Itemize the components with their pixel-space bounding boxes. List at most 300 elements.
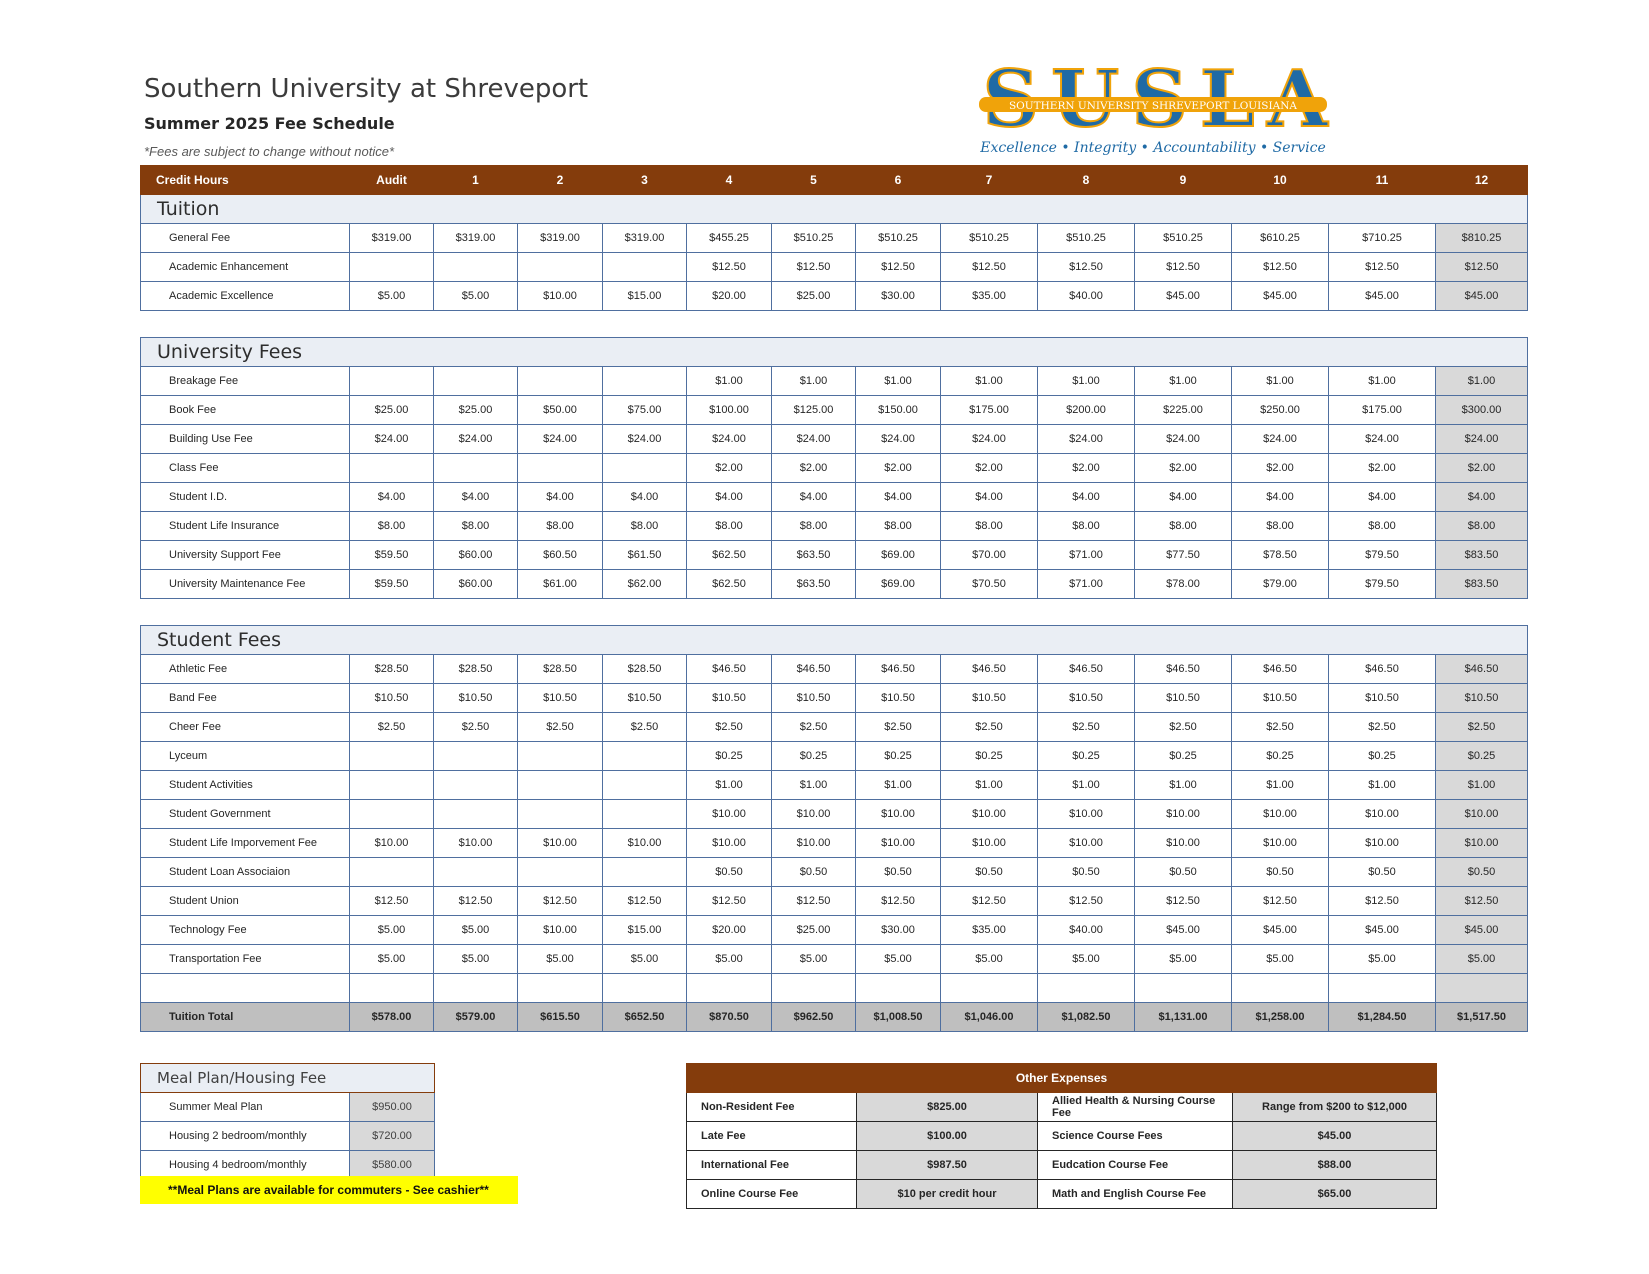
- tuition-total-value: $615.50: [518, 1003, 603, 1032]
- tuition-total-value: $1,008.50: [856, 1003, 941, 1032]
- other-label: Non-Resident Fee: [687, 1093, 857, 1122]
- fee-value: $24.00: [1135, 425, 1232, 454]
- fee-value: $77.50: [1135, 541, 1232, 570]
- fee-value: $46.50: [856, 655, 941, 684]
- fee-value: $0.25: [856, 742, 941, 771]
- fee-value: $10.00: [856, 800, 941, 829]
- fee-value: $12.50: [856, 887, 941, 916]
- fee-value: [350, 858, 434, 887]
- other-value: $88.00: [1233, 1151, 1437, 1180]
- fee-value: [1329, 974, 1436, 1003]
- fee-value: $150.00: [856, 396, 941, 425]
- fee-value: $0.50: [856, 858, 941, 887]
- fee-value: $1.00: [1329, 367, 1436, 396]
- fee-value: $0.25: [772, 742, 856, 771]
- column-header: 6: [856, 166, 941, 195]
- other-label: Eudcation Course Fee: [1038, 1151, 1233, 1180]
- fee-value: $5.00: [603, 945, 687, 974]
- fee-value: $12.50: [941, 253, 1038, 282]
- fee-value: [518, 253, 603, 282]
- fee-value: $1.00: [687, 367, 772, 396]
- fee-value: $24.00: [1038, 425, 1135, 454]
- fee-value: $2.00: [1038, 454, 1135, 483]
- fee-value: $10.00: [1329, 800, 1436, 829]
- fee-value: $30.00: [856, 282, 941, 311]
- fee-row: [141, 742, 1528, 771]
- fee-row: [141, 541, 1528, 570]
- fee-value: $10.50: [1232, 684, 1329, 713]
- fee-value: $60.50: [518, 541, 603, 570]
- fee-value: $2.50: [350, 713, 434, 742]
- fee-value: $10.00: [603, 829, 687, 858]
- fee-value: $1.00: [772, 367, 856, 396]
- column-header: 4: [687, 166, 772, 195]
- other-value: Range from $200 to $12,000: [1233, 1093, 1437, 1122]
- fee-value: $62.50: [687, 541, 772, 570]
- fee-value: [434, 454, 518, 483]
- fee-value: [350, 771, 434, 800]
- fee-value: $0.50: [1135, 858, 1232, 887]
- fee-value: $1.00: [687, 771, 772, 800]
- tuition-total-value: $1,046.00: [941, 1003, 1038, 1032]
- fee-value: $12.50: [687, 887, 772, 916]
- fee-label: Breakage Fee: [141, 367, 350, 396]
- fee-value: [603, 742, 687, 771]
- fee-value: $8.00: [350, 512, 434, 541]
- fee-value: $2.50: [856, 713, 941, 742]
- other-row: [687, 1122, 1437, 1151]
- fee-value: $12.50: [1232, 253, 1329, 282]
- meal-row: [141, 1093, 435, 1122]
- fee-row: [141, 974, 1528, 1003]
- fee-value: $300.00: [1436, 396, 1528, 425]
- fee-value: $70.50: [941, 570, 1038, 599]
- fee-value: $46.50: [772, 655, 856, 684]
- fee-row: [141, 512, 1528, 541]
- fee-value: $24.00: [941, 425, 1038, 454]
- fee-value: [350, 742, 434, 771]
- fee-value: $10.50: [1329, 684, 1436, 713]
- fee-value: $10.00: [1038, 829, 1135, 858]
- fee-label: Student Activities: [141, 771, 350, 800]
- credit-hours-label: Credit Hours: [141, 166, 350, 195]
- fee-value: $12.50: [1135, 253, 1232, 282]
- fee-value: $2.50: [603, 713, 687, 742]
- fee-value: $69.00: [856, 570, 941, 599]
- fee-value: $10.50: [1135, 684, 1232, 713]
- fee-value: $35.00: [941, 282, 1038, 311]
- other-value: $65.00: [1233, 1180, 1437, 1209]
- column-header: 9: [1135, 166, 1232, 195]
- fee-value: $24.00: [518, 425, 603, 454]
- fee-value: $10.00: [941, 829, 1038, 858]
- fee-value: $2.50: [1329, 713, 1436, 742]
- fee-row: [141, 858, 1528, 887]
- other-row: [687, 1093, 1437, 1122]
- other-label: International Fee: [687, 1151, 857, 1180]
- fee-value: $510.25: [772, 224, 856, 253]
- fee-value: $46.50: [687, 655, 772, 684]
- fee-value: $455.25: [687, 224, 772, 253]
- fee-value: $1.00: [1232, 367, 1329, 396]
- fee-value: $5.00: [1436, 945, 1528, 974]
- fee-value: $2.50: [1135, 713, 1232, 742]
- fee-value: $10.00: [434, 829, 518, 858]
- fee-value: $10.50: [518, 684, 603, 713]
- fee-value: $25.00: [434, 396, 518, 425]
- fee-value: $25.00: [772, 916, 856, 945]
- fee-value: $1.00: [1436, 771, 1528, 800]
- fee-value: $0.25: [1232, 742, 1329, 771]
- fee-value: $4.00: [941, 483, 1038, 512]
- fee-value: $1.00: [856, 367, 941, 396]
- fee-value: $1.00: [941, 771, 1038, 800]
- fee-value: $10.50: [603, 684, 687, 713]
- tuition-total-value: $1,258.00: [1232, 1003, 1329, 1032]
- fee-value: $12.50: [1038, 887, 1135, 916]
- fee-value: $4.00: [434, 483, 518, 512]
- fee-value: $63.50: [772, 541, 856, 570]
- fee-value: $10.00: [1436, 800, 1528, 829]
- fee-value: $78.00: [1135, 570, 1232, 599]
- fee-value: $12.50: [687, 253, 772, 282]
- fee-value: $4.00: [1329, 483, 1436, 512]
- fee-value: $10.00: [772, 829, 856, 858]
- fee-value: $12.50: [518, 887, 603, 916]
- fee-label: University Maintenance Fee: [141, 570, 350, 599]
- fee-value: $5.00: [434, 945, 518, 974]
- fee-label: Transportation Fee: [141, 945, 350, 974]
- fee-value: [1232, 974, 1329, 1003]
- fee-label: General Fee: [141, 224, 350, 253]
- fee-label: Cheer Fee: [141, 713, 350, 742]
- fee-value: $35.00: [941, 916, 1038, 945]
- fee-value: $8.00: [1232, 512, 1329, 541]
- fee-value: $24.00: [1232, 425, 1329, 454]
- fee-value: $10.00: [1038, 800, 1135, 829]
- fee-value: $5.00: [856, 945, 941, 974]
- fee-value: $24.00: [434, 425, 518, 454]
- fee-value: $0.25: [1329, 742, 1436, 771]
- fee-value: $10.50: [350, 684, 434, 713]
- fee-value: $4.00: [603, 483, 687, 512]
- meal-row-value: $580.00: [350, 1151, 435, 1180]
- fee-value: $4.00: [1232, 483, 1329, 512]
- tuition-total-value: $870.50: [687, 1003, 772, 1032]
- other-label: Math and English Course Fee: [1038, 1180, 1233, 1209]
- fee-value: [772, 974, 856, 1003]
- fee-value: $40.00: [1038, 916, 1135, 945]
- fee-value: $75.00: [603, 396, 687, 425]
- fee-value: $24.00: [772, 425, 856, 454]
- fee-label: Academic Excellence: [141, 282, 350, 311]
- fee-value: [603, 771, 687, 800]
- fee-row: [141, 916, 1528, 945]
- fee-value: [350, 974, 434, 1003]
- fee-value: [518, 454, 603, 483]
- fee-value: $4.00: [1436, 483, 1528, 512]
- fee-value: $200.00: [1038, 396, 1135, 425]
- fee-value: $0.50: [1436, 858, 1528, 887]
- fee-label: Student Life Insurance: [141, 512, 350, 541]
- fee-value: $2.00: [1436, 454, 1528, 483]
- fee-value: $5.00: [1038, 945, 1135, 974]
- fee-value: $2.00: [1135, 454, 1232, 483]
- fee-value: $10.50: [687, 684, 772, 713]
- fee-value: $12.50: [1038, 253, 1135, 282]
- other-label: Late Fee: [687, 1122, 857, 1151]
- fee-label: Student Life Imporvement Fee: [141, 829, 350, 858]
- susla-logo: [975, 60, 1335, 160]
- fee-value: $12.50: [1232, 887, 1329, 916]
- fee-value: $46.50: [1135, 655, 1232, 684]
- fee-value: $10.00: [687, 829, 772, 858]
- fee-value: $24.00: [856, 425, 941, 454]
- other-label: Online Course Fee: [687, 1180, 857, 1209]
- fee-value: $1.00: [1329, 771, 1436, 800]
- fee-value: [941, 974, 1038, 1003]
- column-header: 1: [434, 166, 518, 195]
- fee-value: $62.50: [687, 570, 772, 599]
- section-title: Tuition: [141, 195, 1528, 224]
- fee-value: $319.00: [603, 224, 687, 253]
- fee-value: $5.00: [772, 945, 856, 974]
- meal-row-label: Housing 2 bedroom/monthly: [141, 1122, 350, 1151]
- fee-value: $45.00: [1436, 282, 1528, 311]
- fee-value: [1135, 974, 1232, 1003]
- fee-value: $70.00: [941, 541, 1038, 570]
- fee-value: $0.50: [687, 858, 772, 887]
- fee-value: $8.00: [603, 512, 687, 541]
- fee-value: $8.00: [1135, 512, 1232, 541]
- fee-label: Lyceum: [141, 742, 350, 771]
- fee-value: $12.50: [350, 887, 434, 916]
- fee-value: $12.50: [1436, 887, 1528, 916]
- fee-value: [350, 454, 434, 483]
- fee-value: $28.50: [518, 655, 603, 684]
- meal-row-label: Housing 4 bedroom/monthly: [141, 1151, 350, 1180]
- fee-value: $4.00: [772, 483, 856, 512]
- fee-value: [434, 800, 518, 829]
- fee-value: $45.00: [1232, 282, 1329, 311]
- fee-value: [603, 974, 687, 1003]
- fee-value: [434, 974, 518, 1003]
- fee-value: $83.50: [1436, 570, 1528, 599]
- fee-row: [141, 713, 1528, 742]
- fee-value: $5.00: [350, 282, 434, 311]
- section-header: [141, 626, 1528, 655]
- fee-value: $5.00: [941, 945, 1038, 974]
- fee-value: $8.00: [1329, 512, 1436, 541]
- fee-value: $46.50: [941, 655, 1038, 684]
- fee-value: $10.50: [434, 684, 518, 713]
- meal-row: [141, 1122, 435, 1151]
- fee-value: $0.50: [941, 858, 1038, 887]
- fee-value: $8.00: [1436, 512, 1528, 541]
- fee-value: [434, 771, 518, 800]
- fee-value: $20.00: [687, 282, 772, 311]
- tuition-total-value: $1,131.00: [1135, 1003, 1232, 1032]
- fee-value: $4.00: [518, 483, 603, 512]
- fee-value: $2.50: [518, 713, 603, 742]
- fee-value: $79.50: [1329, 570, 1436, 599]
- fee-value: $24.00: [350, 425, 434, 454]
- column-header: 11: [1329, 166, 1436, 195]
- fee-value: [603, 454, 687, 483]
- fee-value: $510.25: [856, 224, 941, 253]
- fee-value: $25.00: [350, 396, 434, 425]
- column-header: 7: [941, 166, 1038, 195]
- fee-value: $10.00: [1135, 829, 1232, 858]
- fee-value: $8.00: [518, 512, 603, 541]
- fee-value: [603, 253, 687, 282]
- fee-value: $28.50: [603, 655, 687, 684]
- fee-value: $28.50: [350, 655, 434, 684]
- fee-value: $40.00: [1038, 282, 1135, 311]
- fee-value: $61.50: [603, 541, 687, 570]
- tuition-total-value: $962.50: [772, 1003, 856, 1032]
- fee-value: $45.00: [1329, 282, 1436, 311]
- fee-value: $2.50: [772, 713, 856, 742]
- logo-tagline: Excellence • Integrity • Accountability • Service: [980, 140, 1326, 156]
- tuition-total-value: $578.00: [350, 1003, 434, 1032]
- fee-value: $12.50: [603, 887, 687, 916]
- fee-value: $60.00: [434, 570, 518, 599]
- credit-hours-header: [141, 166, 1528, 195]
- section-title: University Fees: [141, 338, 1528, 367]
- meal-row-label: Summer Meal Plan: [141, 1093, 350, 1122]
- fee-value: $1.00: [1135, 367, 1232, 396]
- fee-value: $5.00: [687, 945, 772, 974]
- fee-value: $1.00: [1135, 771, 1232, 800]
- other-expenses-table: [686, 1063, 1437, 1209]
- tuition-total-value: $652.50: [603, 1003, 687, 1032]
- fee-value: $25.00: [772, 282, 856, 311]
- fee-value: [518, 771, 603, 800]
- fee-value: $510.25: [1038, 224, 1135, 253]
- fee-value: $46.50: [1038, 655, 1135, 684]
- column-header: 10: [1232, 166, 1329, 195]
- fee-label: Student Union: [141, 887, 350, 916]
- fee-value: $8.00: [941, 512, 1038, 541]
- fee-value: $175.00: [941, 396, 1038, 425]
- fee-value: $10.00: [518, 916, 603, 945]
- fee-value: $24.00: [1436, 425, 1528, 454]
- fee-value: $10.00: [1329, 829, 1436, 858]
- fee-value: $2.00: [941, 454, 1038, 483]
- fee-label: Class Fee: [141, 454, 350, 483]
- fee-value: $2.00: [1329, 454, 1436, 483]
- fee-value: $10.00: [687, 800, 772, 829]
- fee-value: [603, 858, 687, 887]
- fee-label: Athletic Fee: [141, 655, 350, 684]
- fee-value: $5.00: [518, 945, 603, 974]
- tuition-total-value: $1,284.50: [1329, 1003, 1436, 1032]
- fee-value: $24.00: [1329, 425, 1436, 454]
- section-spacer: [141, 311, 1528, 338]
- meal-housing-title: Meal Plan/Housing Fee: [141, 1064, 435, 1093]
- fee-value: $0.25: [1135, 742, 1232, 771]
- fee-value: [434, 367, 518, 396]
- fee-value: $5.00: [350, 916, 434, 945]
- fee-value: $45.00: [1135, 916, 1232, 945]
- fee-value: $45.00: [1135, 282, 1232, 311]
- fee-value: $2.50: [1232, 713, 1329, 742]
- page-subtitle: Summer 2025 Fee Schedule: [144, 114, 395, 133]
- other-label: Science Course Fees: [1038, 1122, 1233, 1151]
- fee-value: $2.00: [772, 454, 856, 483]
- fee-value: $5.00: [434, 282, 518, 311]
- fee-value: [350, 367, 434, 396]
- fee-value: $0.25: [1436, 742, 1528, 771]
- fee-value: $12.50: [434, 887, 518, 916]
- fee-value: $60.00: [434, 541, 518, 570]
- section-header: [141, 195, 1528, 224]
- fee-value: [603, 367, 687, 396]
- fee-value: $510.25: [941, 224, 1038, 253]
- section-title: Student Fees: [141, 626, 1528, 655]
- column-header: 12: [1436, 166, 1528, 195]
- fee-value: $810.25: [1436, 224, 1528, 253]
- fee-value: $319.00: [434, 224, 518, 253]
- fee-value: $71.00: [1038, 541, 1135, 570]
- fee-value: [518, 974, 603, 1003]
- fee-value: $225.00: [1135, 396, 1232, 425]
- fee-value: $710.25: [1329, 224, 1436, 253]
- fee-value: $61.00: [518, 570, 603, 599]
- logo-banner-text: SOUTHERN UNIVERSITY SHREVEPORT LOUISIANA: [1008, 100, 1298, 112]
- fee-row: [141, 483, 1528, 512]
- fee-value: $0.25: [1038, 742, 1135, 771]
- fee-row: [141, 829, 1528, 858]
- fee-value: $79.00: [1232, 570, 1329, 599]
- fee-value: $12.50: [1329, 253, 1436, 282]
- fee-value: $10.00: [772, 800, 856, 829]
- fee-value: $5.00: [434, 916, 518, 945]
- fee-row: [141, 224, 1528, 253]
- meal-plan-note: **Meal Plans are available for commuters - See cashier**: [140, 1176, 518, 1204]
- fee-value: [1436, 974, 1528, 1003]
- fee-schedule-table: [140, 165, 1528, 1032]
- fee-value: $1.00: [1038, 367, 1135, 396]
- fee-value: $45.00: [1232, 916, 1329, 945]
- fee-value: $4.00: [1135, 483, 1232, 512]
- meal-housing-header: [141, 1064, 435, 1093]
- fee-value: $15.00: [603, 282, 687, 311]
- fee-value: $1.00: [941, 367, 1038, 396]
- fee-value: $0.50: [1232, 858, 1329, 887]
- meal-row-value: $720.00: [350, 1122, 435, 1151]
- tuition-total-row: [141, 1003, 1528, 1032]
- fee-label: Student Loan Associaion: [141, 858, 350, 887]
- fee-value: $10.00: [941, 800, 1038, 829]
- fee-value: $4.00: [350, 483, 434, 512]
- fee-value: [434, 858, 518, 887]
- column-header: Audit: [350, 166, 434, 195]
- fee-value: $10.50: [772, 684, 856, 713]
- fee-value: $10.00: [1232, 829, 1329, 858]
- fee-value: $78.50: [1232, 541, 1329, 570]
- fee-label: [141, 974, 350, 1003]
- fee-value: $8.00: [856, 512, 941, 541]
- fee-row: [141, 945, 1528, 974]
- fee-value: $175.00: [1329, 396, 1436, 425]
- fee-value: $2.50: [1436, 713, 1528, 742]
- fee-value: $1.00: [856, 771, 941, 800]
- fee-value: $71.00: [1038, 570, 1135, 599]
- fee-value: $319.00: [518, 224, 603, 253]
- fee-value: [856, 974, 941, 1003]
